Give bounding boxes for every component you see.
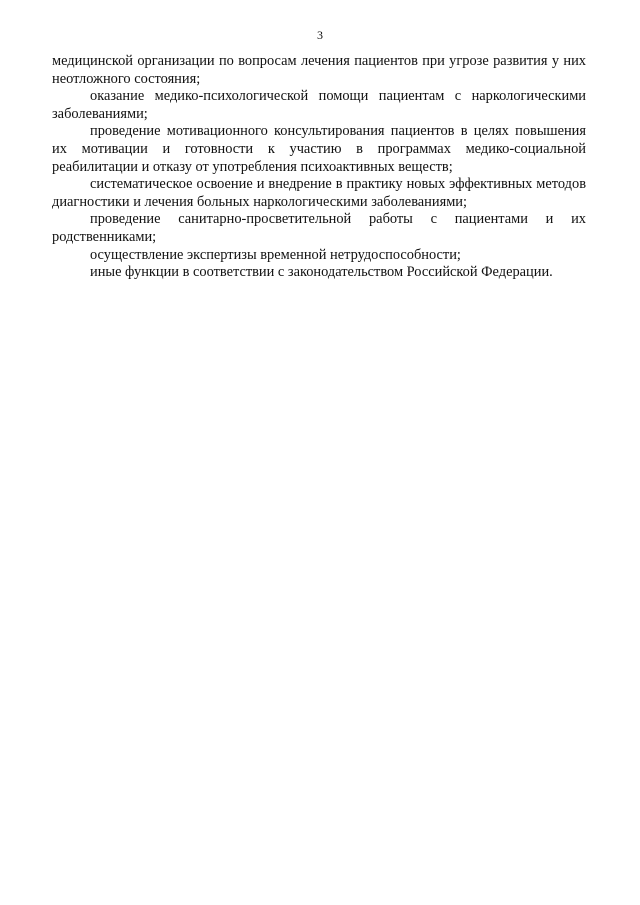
paragraph-other-functions: иные функции в соответствии с законодательством Российской Федерации. — [90, 264, 553, 281]
paragraph-new-methods: систематическое освоение и внедрение в практику новых эффективных методов диагностики и лечения больных наркологическими заболеваниями; — [52, 176, 586, 210]
document-body — [52, 53, 586, 282]
paragraph-motivational-counseling: проведение мотивационного консультирования пациентов в целях повышения их мотивации и готовности к участию в программах медико-социальной реабилитации и отказу от употребления психоактивных веществ; — [52, 123, 586, 175]
paragraph-disability-expertise: осуществление экспертизы временной нетрудоспособности; — [90, 246, 461, 263]
paragraph-sanitary-education: проведение санитарно-просветительной работы с пациентами и их родственниками; — [52, 211, 586, 245]
page-number: 3 — [317, 28, 323, 42]
paragraph-continuation: медицинской организации по вопросам лечения пациентов при угрозе развития у них неотложного состояния; — [52, 53, 586, 87]
paragraph-psychological-help: оказание медико-психологической помощи пациентам с наркологическими заболеваниями; — [52, 88, 586, 122]
